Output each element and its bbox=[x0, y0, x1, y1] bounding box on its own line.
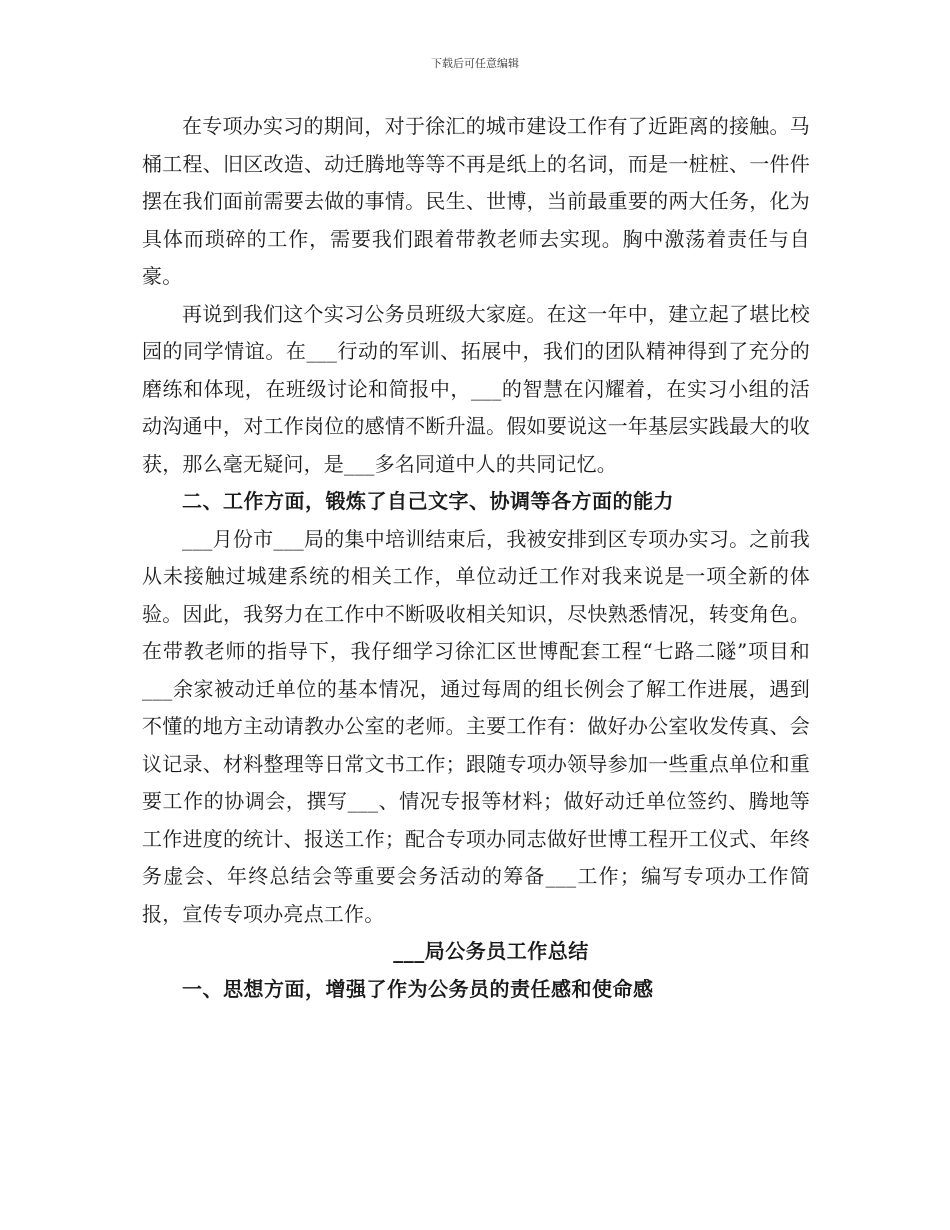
paragraph-internship: 在专项办实习的期间，对于徐汇的城市建设工作有了近距离的接触。马桶工程、旧区改造、动迁腾地等等不再是纸上的名词，而是一桩桩、一件件摆在我们面前需要去做的事情。民生、世博，当前最重要的两大任务，化为具体而琐碎的工作，需要我们跟着带教老师去实现。胸中激荡着责任与自豪。 bbox=[142, 114, 810, 288]
document-body bbox=[142, 108, 810, 1008]
paragraph-class-family: 再说到我们这个实习公务员班级大家庭。在这一年中，建立起了堪比校园的同学情谊。在___行动的军训、拓展中，我们的团队精神得到了充分的磨练和体现，在班级讨论和简报中，___的智慧在闪耀着，在实习小组的活动沟通中，对工作岗位的感情不断升温。假如要说这一年基层实践最大的收获，那么毫无疑问，是___多名同道中人的共同记忆。 bbox=[142, 301, 810, 476]
section-heading-thought: 一、思想方面，增强了作为公务员的责任感和使命感 bbox=[182, 976, 654, 1001]
document-title: ___局公务员工作总结 bbox=[393, 939, 589, 963]
page-header: 下载后可任意编辑 bbox=[431, 57, 519, 70]
section-heading-work: 二、工作方面，锻炼了自己文字、协调等各方面的能力 bbox=[182, 489, 674, 513]
paragraph-work: ___月份市___局的集中培训结束后，我被安排到区专项办实习。之前我从未接触过城建系统的相关工作，单位动迁工作对我来说是一项全新的体验。因此，我努力在工作中不断吸收相关知识，尽快熟悉情况，转变角色。在带教老师的指导下，我仔细学习徐汇区世博配套工程“七路二隧”项目和___余家被动迁单位的基本情况，通过每周的组长例会了解工作进展，遇到不懂的地方主动请教办公室的老师。主要工作有：做好办公室收发传真、会议记录、材料整理等日常文书工作；跟随专项办领导参加一些重点单位和重要工作的协调会，撰写___、情况专报等材料；做好动迁单位签约、腾地等工作进度的统计、报送工作；配合专项办同志做好世博工程开工仪式、年终务虚会、年终总结会等重要会务活动的筹备___工作；编写专项办工作简报，宣传专项办亮点工作。 bbox=[142, 526, 810, 926]
